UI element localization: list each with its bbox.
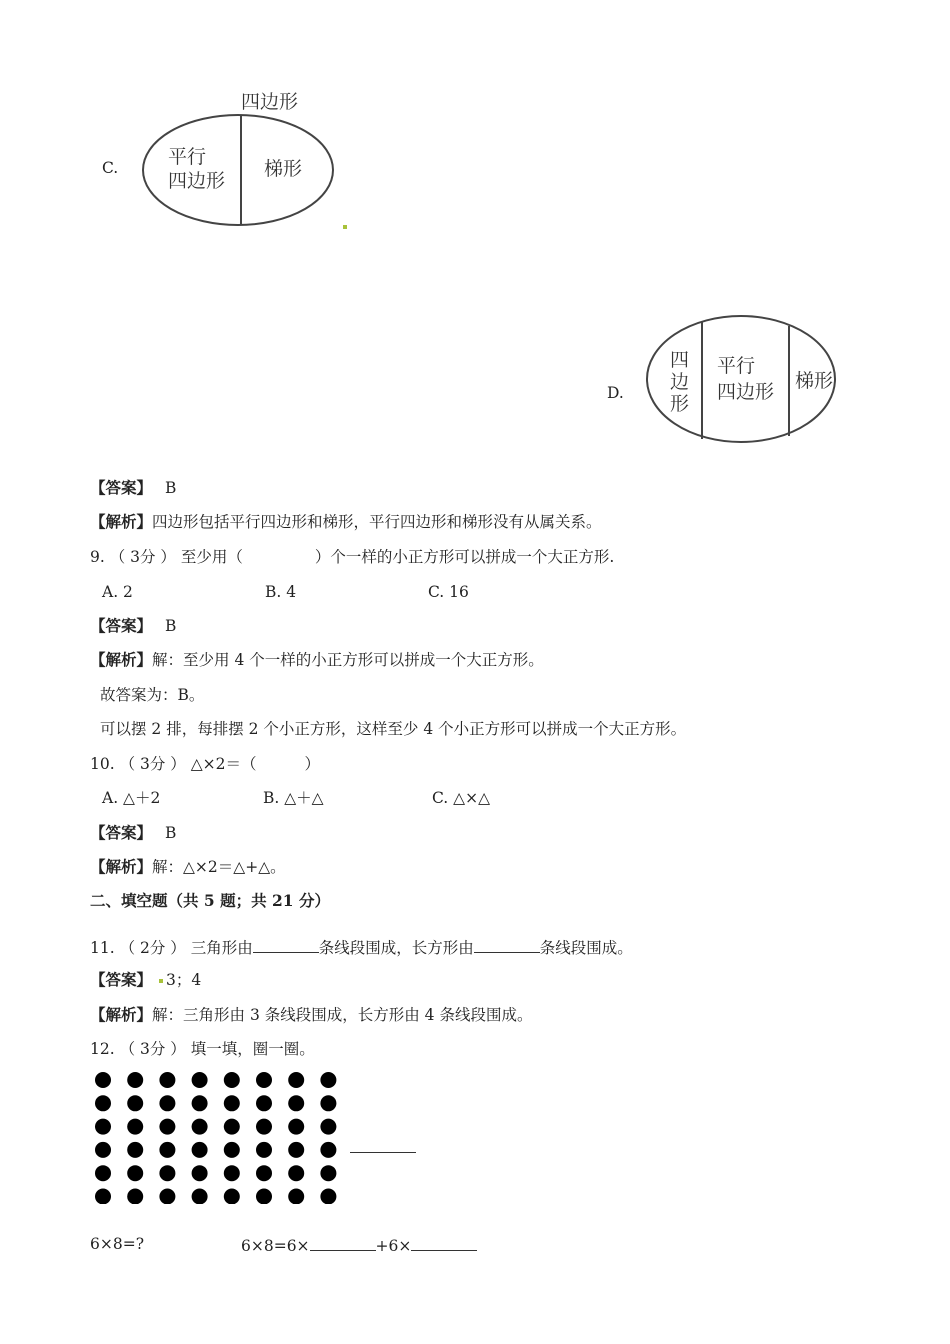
grid-dot [192, 1165, 208, 1181]
q9-option-b: B. 4 [265, 583, 297, 601]
grid-dot [95, 1142, 111, 1158]
grid-dot [159, 1189, 175, 1205]
grid-dot [256, 1189, 272, 1205]
grid-dot [320, 1119, 336, 1135]
figure-d-left-c3: 形 [670, 393, 690, 415]
q9-analysis-line2: 故答案为：B。 [100, 686, 205, 704]
grid-dot [256, 1119, 272, 1135]
grid-dot [320, 1072, 336, 1088]
q12-stem: 12. （ 3分 ） 填一填，圈一圈。 [90, 1040, 315, 1058]
q12-blank-count[interactable] [350, 1152, 416, 1153]
grid-dot [256, 1165, 272, 1181]
figure-d-mid-line1: 平行 [717, 355, 756, 377]
q10-option-a: A. △＋2 [102, 789, 161, 807]
q10-answer: B [164, 824, 177, 842]
grid-dot [159, 1119, 175, 1135]
section-title: 二、填空题（共 5 题；共 21 分） [90, 891, 330, 910]
grid-dot [127, 1165, 143, 1181]
q12-blank-2[interactable] [411, 1234, 477, 1251]
q12-eq-part1: 6×8=6× [241, 1237, 310, 1255]
grid-dot [127, 1119, 143, 1135]
q9-option-c: C. 16 [428, 583, 469, 601]
grid-dot [256, 1095, 272, 1111]
grid-dot [224, 1189, 240, 1205]
option-c-label: C. [102, 159, 119, 177]
grid-dot [288, 1142, 304, 1158]
grid-dot [320, 1142, 336, 1158]
figure-d-mid-line2: 四边形 [717, 381, 775, 403]
q11-stem-part1: 11. （ 2分 ） 三角形由 [90, 939, 253, 957]
q10-stem-suffix: ） [304, 755, 321, 773]
analysis-tag: 【解析】 [90, 1005, 153, 1024]
grid-dot [95, 1072, 111, 1088]
grid-dot [224, 1165, 240, 1181]
q11-blank-2[interactable] [474, 936, 540, 953]
grid-dot [256, 1142, 272, 1158]
q12-equation-left: 6×8=? [90, 1235, 145, 1253]
grid-dot [224, 1119, 240, 1135]
q8-answer: B [164, 479, 177, 497]
figure-d-left-c2: 边 [670, 371, 690, 393]
grid-dot [192, 1189, 208, 1205]
figure-c-left-line2: 四边形 [168, 170, 226, 192]
q12-equation-right [241, 1234, 477, 1256]
q11-answer-line [90, 970, 201, 990]
q11-stem-part3: 条线段围成。 [539, 939, 633, 957]
q9-stem-suffix: ）个一样的小正方形可以拼成一个大正方形. [314, 548, 615, 566]
dot-grid [88, 1068, 348, 1204]
grid-dot [159, 1072, 175, 1088]
answer-tag: 【答案】 [90, 823, 153, 842]
analysis-tag: 【解析】 [90, 857, 153, 876]
q10-analysis: 解：△×2＝△+△。 [152, 858, 286, 876]
q11-stem-part2: 条线段围成，长方形由 [318, 939, 474, 957]
grid-dot [224, 1072, 240, 1088]
q8-analysis: 四边形包括平行四边形和梯形，平行四边形和梯形没有从属关系。 [152, 513, 602, 531]
q10-stem-prefix: 10. （ 3分 ） △×2＝（ [90, 755, 257, 773]
q8-analysis-line [90, 512, 602, 532]
grid-dot [127, 1189, 143, 1205]
grid-dot [159, 1142, 175, 1158]
figure-c-diagram [140, 86, 345, 231]
q11-stem [90, 936, 633, 958]
figure-d-diagram [645, 314, 845, 449]
grid-dot [288, 1189, 304, 1205]
q9-analysis-line [90, 650, 544, 670]
figure-d-left-c1: 四 [670, 349, 690, 371]
q11-answer: 3；4 [165, 971, 202, 989]
option-d-label: D. [607, 384, 624, 402]
q9-stem-prefix: 9. （ 3分 ） 至少用（ [90, 548, 243, 566]
q12-blank-1[interactable] [310, 1234, 376, 1251]
grid-dot [320, 1165, 336, 1181]
q9-stem [90, 547, 614, 567]
q9-analysis: 解：至少用 4 个一样的小正方形可以拼成一个大正方形。 [152, 651, 544, 669]
q10-answer-line [90, 823, 176, 843]
grid-dot [127, 1072, 143, 1088]
grid-dot [95, 1165, 111, 1181]
analysis-tag: 【解析】 [90, 650, 153, 669]
grid-dot [320, 1189, 336, 1205]
grid-dot [288, 1165, 304, 1181]
grid-dot [127, 1095, 143, 1111]
answer-tag: 【答案】 [90, 970, 153, 989]
q12-eq-part2: +6× [375, 1237, 412, 1255]
grid-dot [192, 1119, 208, 1135]
figure-c-left-line1: 平行 [168, 146, 207, 168]
grid-dot [95, 1095, 111, 1111]
grid-dot [192, 1142, 208, 1158]
mark-dot [343, 225, 347, 229]
grid-dot [320, 1095, 336, 1111]
q10-stem [90, 754, 320, 774]
q10-option-c: C. △×△ [432, 789, 490, 807]
q11-analysis: 解：三角形由 3 条线段围成，长方形由 4 条线段围成。 [152, 1006, 533, 1024]
grid-dot [159, 1165, 175, 1181]
grid-dot [288, 1095, 304, 1111]
q9-answer: B [164, 617, 177, 635]
grid-dot [95, 1189, 111, 1205]
figure-c-title: 四边形 [241, 91, 299, 113]
grid-dot [95, 1119, 111, 1135]
grid-dot [288, 1119, 304, 1135]
q9-answer-line [90, 616, 176, 636]
q11-blank-1[interactable] [253, 936, 319, 953]
q9-option-a: A. 2 [102, 583, 133, 601]
figure-d-right: 梯形 [795, 370, 834, 392]
answer-tag: 【答案】 [90, 478, 153, 497]
q10-analysis-line [90, 857, 286, 877]
q10-option-b: B. △＋△ [263, 789, 324, 807]
grid-dot [159, 1095, 175, 1111]
grid-dot [127, 1142, 143, 1158]
q11-analysis-line [90, 1005, 532, 1025]
q8-answer-line [90, 478, 176, 498]
mark-dot [159, 979, 163, 983]
q9-analysis-line3: 可以摆 2 排，每排摆 2 个小正方形，这样至少 4 个小正方形可以拼成一个大正方形。 [100, 720, 687, 738]
grid-dot [224, 1142, 240, 1158]
grid-dot [224, 1095, 240, 1111]
grid-dot [288, 1072, 304, 1088]
analysis-tag: 【解析】 [90, 512, 153, 531]
grid-dot [256, 1072, 272, 1088]
grid-dot [192, 1095, 208, 1111]
grid-dot [192, 1072, 208, 1088]
answer-tag: 【答案】 [90, 616, 153, 635]
figure-c-right: 梯形 [264, 158, 303, 180]
